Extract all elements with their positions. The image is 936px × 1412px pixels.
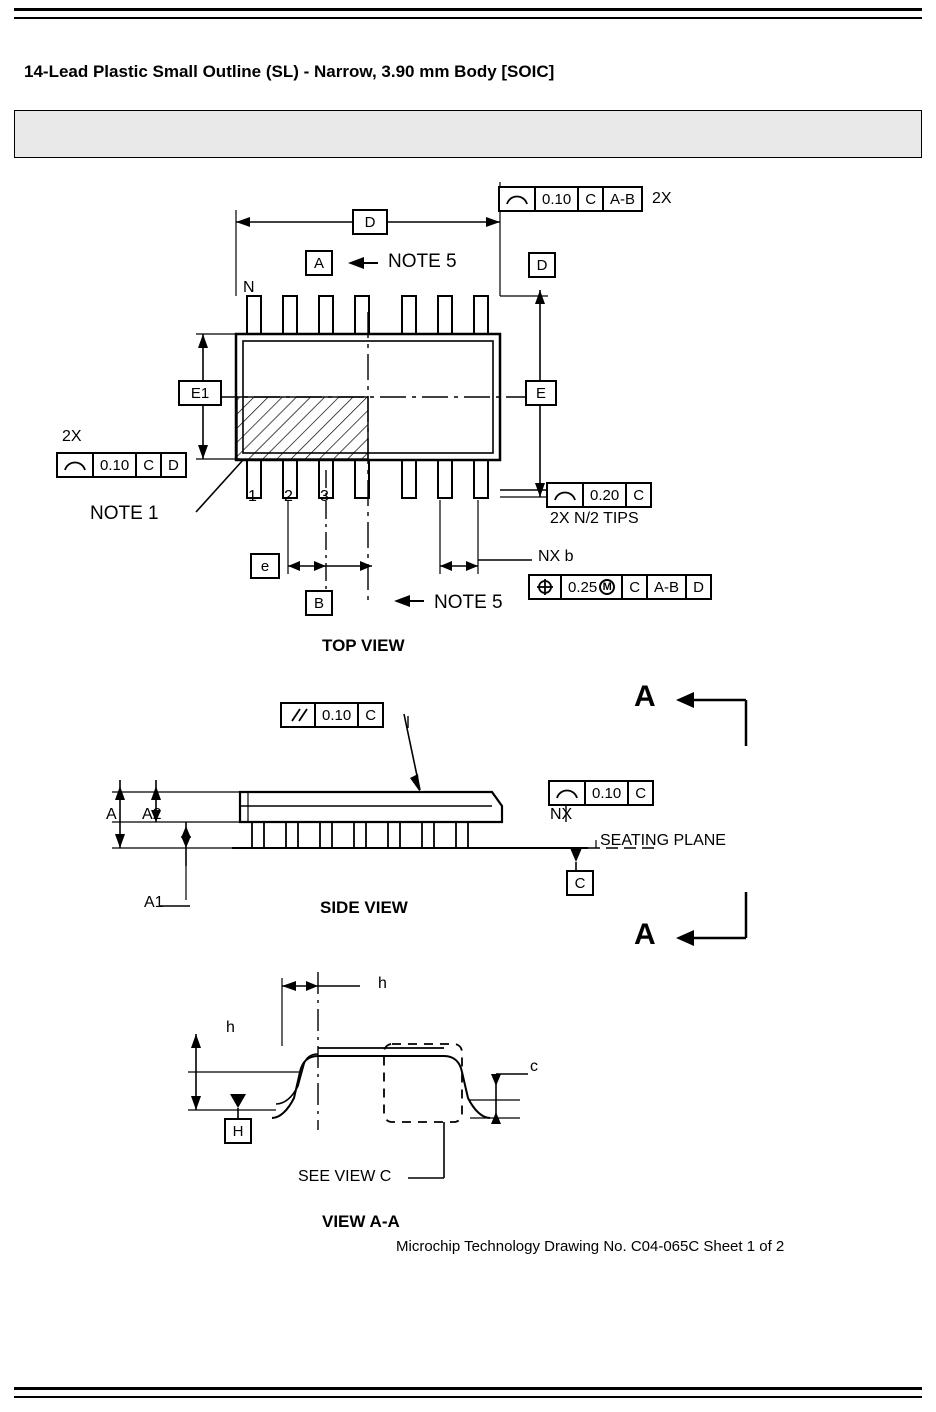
datum-box-a: A	[305, 250, 333, 276]
fcf-symbol-flatness-icon	[548, 484, 584, 506]
fcf-datum-2: A-B	[648, 576, 687, 598]
section-arrow-label-top: A	[634, 680, 656, 713]
fcf-tolerance	[562, 576, 623, 598]
fcf-datum-1: C	[635, 784, 647, 802]
fcf-coplanarity	[548, 780, 654, 806]
fcf-tolerance: 0.10	[536, 188, 579, 210]
fcf-parallelism	[280, 702, 384, 728]
fcf-tolerance: 0.10	[94, 454, 137, 476]
fcf-datum-1: C	[623, 576, 648, 598]
fcf-tolerance-value: 0.25	[568, 578, 598, 596]
fcf-tolerance: 0.20	[584, 484, 627, 506]
dim-d-label: D	[352, 209, 388, 235]
fcf-symbol-parallelism-icon	[282, 704, 316, 726]
dim-a1-label: A1	[144, 894, 164, 911]
fcf-symbol-position-icon	[530, 576, 562, 598]
datum-box-c: C	[566, 870, 594, 896]
dim-e-pitch-label: e	[250, 553, 280, 579]
fcf-symbol-flatness-icon	[58, 454, 94, 476]
dim-e-label: E	[525, 380, 557, 406]
note-1-label: NOTE 1	[90, 503, 159, 524]
fcf-tolerance: 0.10	[586, 782, 629, 804]
fcf-right-note: 2X N/2 TIPS	[550, 510, 639, 527]
datum-box-d-top: D	[528, 252, 556, 278]
fcf-right-flatness	[546, 482, 652, 508]
pin-number-3: 3	[320, 488, 329, 505]
fcf-symbol-flatness-icon	[500, 188, 536, 210]
dim-e1-label: E1	[178, 380, 222, 406]
datum-box-h: H	[224, 1118, 252, 1144]
dim-h-top-label: h	[378, 975, 387, 992]
fcf-top-quantity: 2X	[652, 190, 672, 207]
drawing-number-footer: Microchip Technology Drawing No. C04-065C Sheet 1 of 2	[396, 1238, 785, 1255]
seating-plane-label: SEATING PLANE	[600, 832, 726, 849]
fcf-datum-3: D	[693, 578, 704, 596]
fcf-datum-2: D	[168, 456, 179, 474]
fcf-symbol-flatness-icon	[550, 782, 586, 804]
fcf-datum-2: A-B	[610, 190, 636, 208]
dim-a-label: A	[106, 806, 117, 823]
dim-a2-label: A2	[142, 806, 162, 823]
datum-box-b: B	[305, 590, 333, 616]
page-title: 14-Lead Plastic Small Outline (SL) - Narrow, 3.90 mm Body [SOIC]	[24, 62, 555, 81]
dim-c-label: c	[530, 1058, 538, 1075]
lead-count-label: N	[243, 279, 255, 296]
note-5-top: NOTE 5	[388, 251, 457, 272]
dim-nx-b-label: NX b	[538, 548, 574, 565]
side-view-label: SIDE VIEW	[320, 898, 408, 917]
dim-h-left-label: h	[226, 1019, 235, 1036]
fcf-left-flatness	[56, 452, 187, 478]
fcf-datum-1: C	[633, 486, 645, 504]
fcf-tolerance: 0.10	[316, 704, 359, 726]
section-arrow-label-bottom: A	[634, 918, 656, 951]
nx-label: NX	[550, 806, 573, 823]
fcf-datum-1: C	[579, 188, 604, 210]
fcf-left-quantity: 2X	[62, 428, 82, 445]
fcf-top-flatness	[498, 186, 643, 212]
mmc-modifier-icon: M	[599, 579, 615, 595]
pin-number-2: 2	[284, 488, 293, 505]
fcf-position	[528, 574, 712, 600]
fcf-datum-1: C	[137, 454, 162, 476]
fcf-datum-1: C	[365, 706, 377, 724]
top-view-label: TOP VIEW	[322, 636, 405, 655]
note-5-bottom: NOTE 5	[434, 592, 503, 613]
see-view-c-label: SEE VIEW C	[298, 1168, 392, 1185]
view-aa-label: VIEW A-A	[322, 1212, 400, 1231]
pin-number-1: 1	[248, 488, 257, 505]
